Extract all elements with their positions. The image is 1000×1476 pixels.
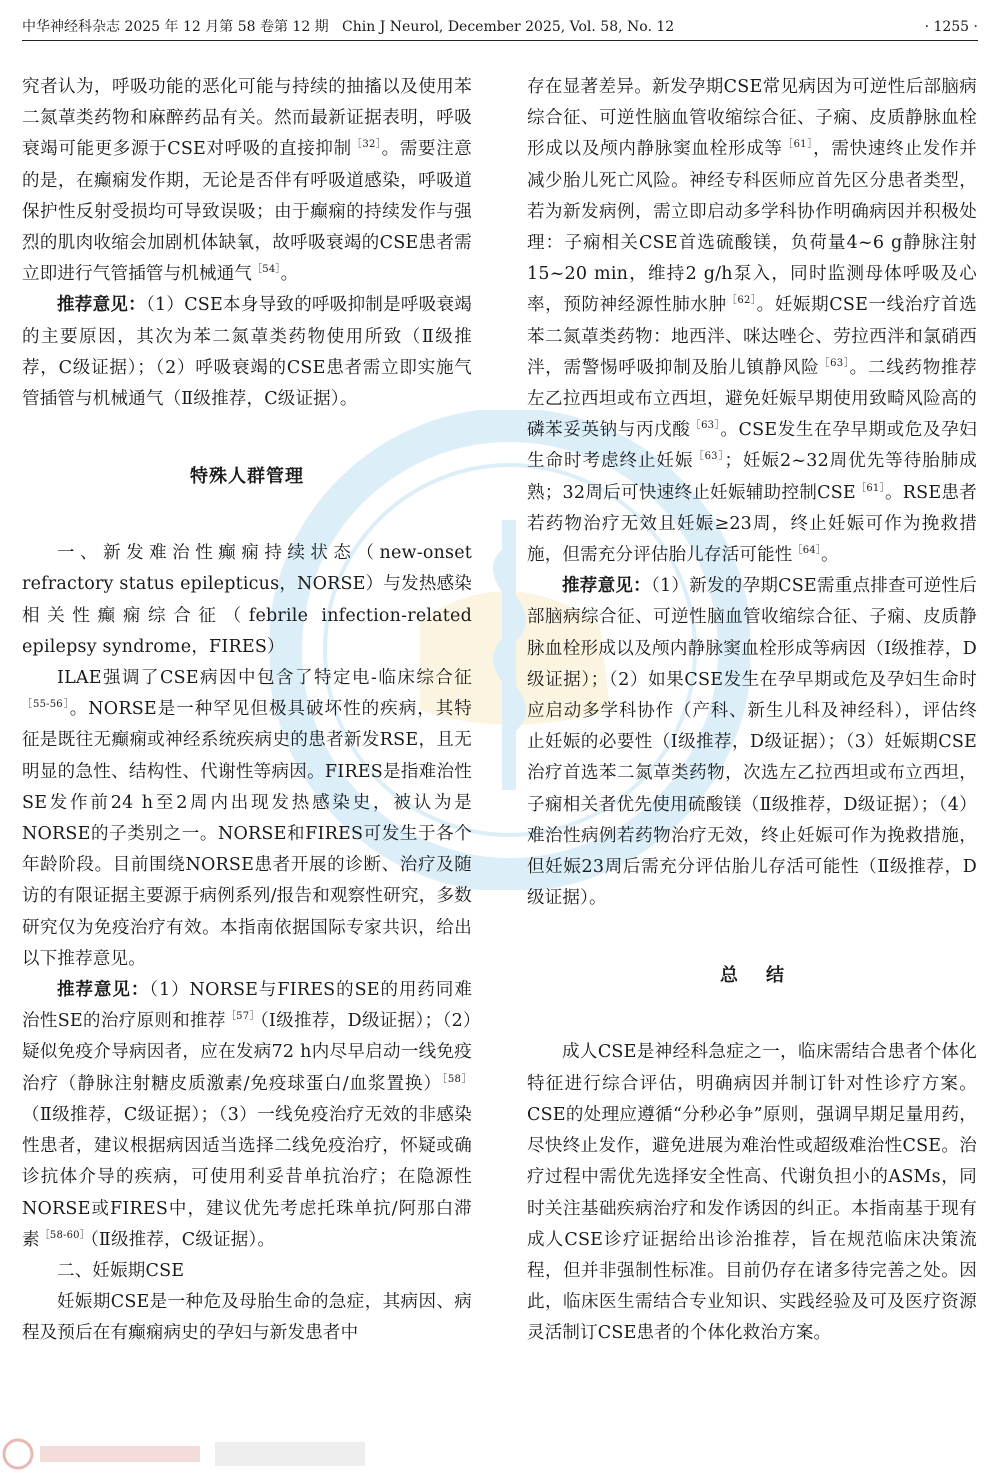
recommendation-label: 推荐意见： [562, 576, 651, 597]
paragraph [22, 663, 472, 975]
text: （Ⅱ级推荐，C级证据）；（3）一线免疫治疗无效的非感染性患者，建议根据病因适当选择二线免疫治疗，怀疑或确诊抗体介导的疾病，可使用利妥昔单抗治疗；在隐源性NORSE或FIRES中，建议优先考虑托珠单抗/阿那白滞素 [22, 1104, 472, 1250]
page-number: · 1255 · [924, 19, 978, 35]
text: （1）新发的孕期CSE需重点排查可逆性后部脑病综合征、可逆性脑血管收缩综合征、子痫、皮质静脉血栓形成以及颅内静脉窦血栓形成等病因（Ⅰ级推荐，D级证据）；（2）如果CSE发生在孕早期或危及孕妇生命时应启动多学科协作（产科、新生儿科及神经科），评估终止妊娠的必要性（Ⅰ级推荐，D级证据）；（3）妊娠期CSE治疗首选苯二氮䓬类药物，次选左乙拉西坦或布立西坦，子痫相关者优先使用硫酸镁（Ⅱ级推荐，D级证据）；（4）难治性病例若药物治疗无效，终止妊娠可作为挽救措施，但妊娠23周后需充分评估胎儿存活可能性（Ⅱ级推荐，D级证据）。 [527, 576, 977, 909]
text: ILAE强调了CSE病因中包含了特定电-临床综合征 [57, 668, 472, 689]
subsection-title: 一、新发难治性癫痫持续状态（new-onset refractory status epilepticus，NORSE）与发热感染相关性癫痫综合征（febrile infection-related epilepsy syndrome，FIRES） [22, 543, 472, 657]
text: 。CSE发生在孕早期或危及孕妇生命时考虑终止妊娠 [527, 420, 977, 472]
recommendation [527, 571, 977, 914]
citation: ［63］ [690, 420, 721, 432]
citation: ［64］ [792, 545, 822, 557]
left-column [22, 72, 472, 1350]
text: 。二线药物推荐左乙拉西坦或布立西坦，避免妊娠早期使用致畸风险高的磷苯妥英钠与丙戊酸 [527, 357, 977, 441]
recommendation [22, 290, 472, 415]
text: 。 [280, 264, 299, 285]
citation: ［62］ [726, 295, 757, 307]
text: （1）CSE本身导致的呼吸抑制是呼吸衰竭的主要原因，其次为苯二氮䓬类药物使用所致（Ⅱ级推荐，C级证据）；（2）呼吸衰竭的CSE患者需立即实施气管插管与机械通气（Ⅱ级推荐，C级证据）。 [22, 295, 472, 410]
citation: ［63］ [693, 451, 725, 463]
section-title: 特殊人群管理 [190, 466, 304, 488]
journal-citation [22, 14, 674, 40]
citation: ［61］ [855, 482, 885, 494]
citation: ［61］ [782, 139, 814, 151]
recommendation-label: 推荐意见： [57, 295, 146, 316]
citation: ［57］ [225, 1011, 260, 1023]
citation: ［54］ [252, 264, 281, 276]
publisher-logo [0, 1432, 380, 1476]
text: 。RSE患者若药物治疗无效且妊娠≥23周，终止妊娠可作为挽救措施，但需充分评估胎儿存活可能性 [527, 482, 978, 566]
citation: ［55-56］ [22, 699, 70, 711]
citation: ［63］ [819, 358, 850, 369]
right-column [527, 72, 977, 1350]
citation: ［32］ [351, 139, 382, 151]
paragraph [22, 72, 472, 290]
subsection-title: 二、妊娠期CSE [57, 1260, 185, 1281]
citation: ［58］ [441, 1073, 472, 1085]
section-title: 总结 [720, 965, 812, 987]
text: ；妊娠2~32周优先等待胎肺成熟；32周后可快速终止妊娠辅助控制CSE [527, 451, 977, 503]
journal-en: Chin J Neurol, December 2025, Vol. 58, No. 12 [342, 19, 675, 35]
text: 究者认为，呼吸功能的恶化可能与持续的抽搐以及使用苯二氮䓬类药物和麻醉药品有关。然而最新证据表明，呼吸衰竭可能更多源于CSE对呼吸的直接抑制 [22, 77, 472, 160]
text: 。 [821, 545, 839, 566]
citation: ［58-60］ [39, 1229, 90, 1241]
journal-cn: 中华神经科杂志 2025 年 12 月第 58 卷第 12 期 [22, 19, 329, 35]
paragraph: 成人CSE是神经科急症之一，临床需结合患者个体化特征进行综合评估，明确病因并制订针对性诊疗方案。CSE的处理应遵循“分秒必争”原则，强调早期足量用药，尽快终止发作，避免进展为难治性或超级难治性CSE。治疗过程中需优先选择安全性高、代谢负担小的ASMs，同时关注基础疾病治疗和发作诱因的纠正。本指南基于现有成人CSE诊疗证据给出诊治推荐，旨在规范临床决策流程，但并非强制性标准。目前仍存在诸多待完善之处。因此，临床医生需结合专业知识、实践经验及可及医疗资源灵活制订CSE患者的个体化救治方案。 [527, 1042, 977, 1344]
recommendation-label: 推荐意见： [57, 980, 150, 1001]
paragraph: 妊娠期CSE是一种危及母胎生命的急症，其病因、病程及预后在有癫痫病史的孕妇与新发患者中 [22, 1292, 472, 1344]
text: 。NORSE是一种罕见但极具破坏性的疾病，其特征是既往无癫痫或神经系统疾病史的患者新发RSE，且无明显的急性、结构性、代谢性等病因。FIRES是指难治性SE发作前24 h至2周内出现发热感染史，被认为是NORSE的子类别之一。NORSE和FIRES可发生于各个年龄阶段。目前围绕NORSE患者开展的诊断、治疗及随访的有限证据主要源于病例系列/报告和观察性研究，多数研究仅为免疫治疗有效。本指南依据国际专家共识，给出以下推荐意见。 [22, 699, 473, 969]
text: 。妊娠期CSE一线治疗首选苯二氮䓬类药物：地西泮、咪达唑仑、劳拉西泮和氯硝西泮，需警惕呼吸抑制及胎儿镇静风险 [527, 295, 977, 378]
recommendation [22, 975, 472, 1256]
text: 。需要注意的是，在癫痫发作期，无论是否伴有呼吸道感染，呼吸道保护性反射受损均可导致误吸；由于癫痫的持续发作与强烈的肌肉收缩会加剧机体缺氧，故呼吸衰竭的CSE患者需立即进行气管插管与机械通气 [22, 139, 473, 285]
text: 存在显著差异。新发孕期CSE常见病因为可逆性后部脑病综合征、可逆性脑血管收缩综合征、子痫、皮质静脉血栓形成以及颅内静脉窦血栓形成等 [527, 77, 977, 160]
text: ，需快速终止发作并减少胎儿死亡风险。神经专科医师应首先区分患者类型，若为新发病例，需立即启动多学科协作明确病因并积极处理：子痫相关CSE首选硫酸镁，负荷量4~6 g静脉注射15~20 min，维持2 g/h泵入，同时监测母体呼吸及心率，预防神经源性肺水肿 [527, 139, 977, 316]
text: （Ⅰ级推荐，D级证据）；（2）疑似免疫介导病因者，应在发病72 h内尽早启动一线免疫治疗（静脉注射糖皮质激素/免疫球蛋白/血浆置换） [22, 1011, 472, 1094]
running-header [22, 14, 978, 41]
paragraph [527, 72, 977, 571]
text: （1）NORSE与FIRES的SE的用药同难治性SE的治疗原则和推荐 [22, 980, 473, 1032]
text: （Ⅱ级推荐，C级证据）。 [89, 1229, 276, 1250]
